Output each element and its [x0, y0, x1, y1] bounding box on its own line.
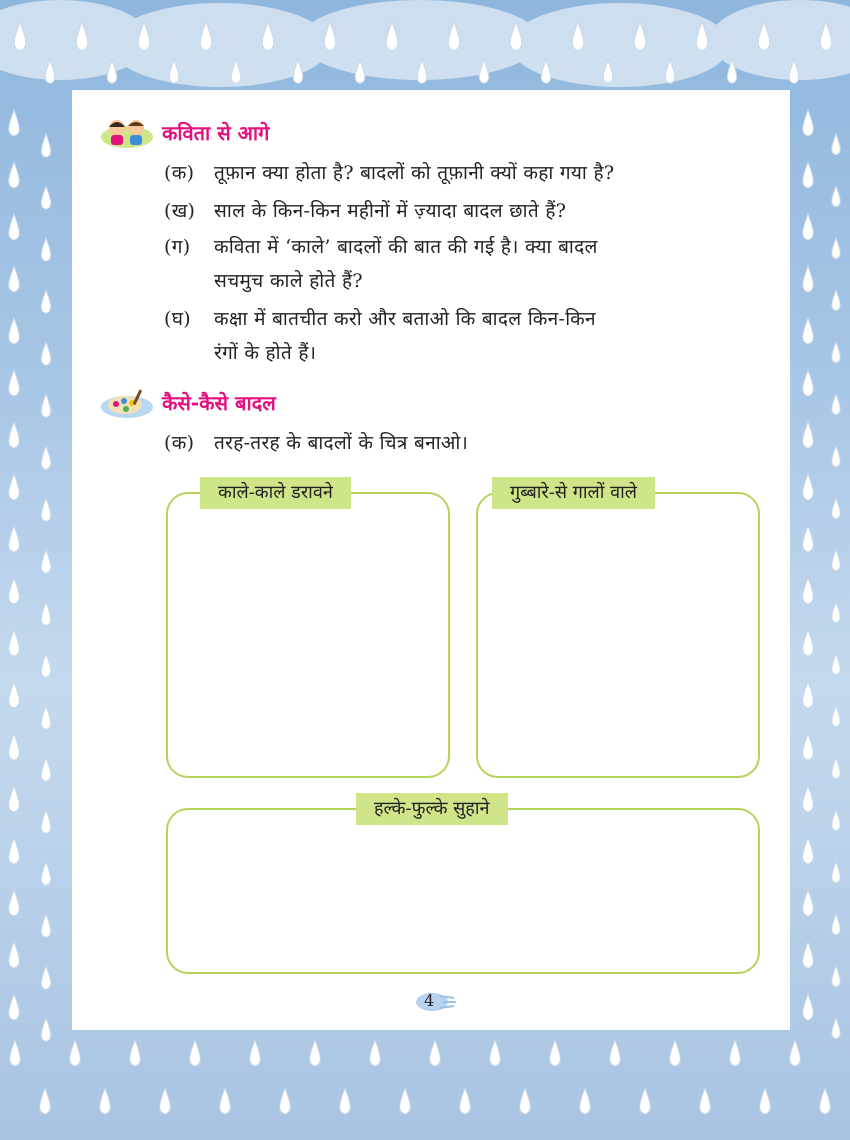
raindrop — [803, 630, 814, 656]
raindrop — [803, 838, 814, 864]
raindrop — [832, 446, 840, 467]
raindrop — [832, 810, 840, 831]
raindrop — [9, 838, 20, 864]
raindrop — [41, 290, 50, 313]
raindrop — [832, 966, 840, 987]
question-draw-clouds: (क) तरह-तरह के बादलों के चित्र बनाओ। — [164, 432, 469, 454]
raindrop — [832, 706, 840, 727]
children-icon — [100, 115, 154, 149]
raindrop — [832, 186, 840, 207]
raindrop — [460, 1088, 471, 1114]
raindrop — [41, 186, 50, 209]
raindrop — [9, 318, 20, 344]
raindrop — [9, 474, 20, 500]
raindrop — [803, 942, 814, 968]
raindrop — [40, 1088, 51, 1114]
raindrop — [41, 342, 50, 365]
raindrop — [41, 498, 50, 521]
raindrop — [832, 342, 840, 363]
raindrop — [10, 1040, 21, 1066]
raindrop — [9, 942, 20, 968]
raindrop — [9, 890, 20, 916]
raindrop — [832, 654, 840, 675]
raindrop — [803, 110, 814, 136]
raindrop — [100, 1088, 111, 1114]
raindrop — [550, 1040, 561, 1066]
raindrop — [832, 238, 840, 259]
page-number: 4 — [410, 990, 456, 1014]
question-kha: (ख) साल के किन-किन महीनों में ज़्यादा बादल छाते हैं? — [164, 200, 567, 222]
raindrop — [832, 602, 840, 623]
raindrop — [70, 1040, 81, 1066]
raindrop — [41, 550, 50, 573]
raindrop — [803, 526, 814, 552]
raindrop — [803, 370, 814, 396]
drawing-box-balloon-cheeks[interactable] — [476, 492, 760, 778]
section-kaise-kaise-badal — [100, 382, 276, 422]
raindrop — [41, 706, 50, 729]
section-title: कविता से आगे — [162, 120, 270, 145]
raindrop — [832, 134, 840, 155]
raindrop — [803, 734, 814, 760]
raindrop — [9, 422, 20, 448]
worksheet-page — [72, 90, 790, 1030]
raindrop — [803, 162, 814, 188]
raindrop — [803, 214, 814, 240]
raindrop — [41, 810, 50, 833]
paint-palette-icon — [100, 385, 154, 419]
drawing-box-dark-scary[interactable] — [166, 492, 450, 778]
raindrop — [610, 1040, 621, 1066]
raindrop — [580, 1088, 591, 1114]
question-gha: (घ) कक्षा में बातचीत करो और बताओ कि बादल किन-किन रंगों के होते हैं। — [164, 308, 596, 364]
raindrop — [803, 422, 814, 448]
raindrop — [9, 214, 20, 240]
raindrop — [803, 318, 814, 344]
raindrop — [790, 1040, 801, 1066]
raindrop — [832, 550, 840, 571]
raindrop — [832, 758, 840, 779]
raindrop — [41, 1018, 50, 1041]
raindrop — [41, 238, 50, 261]
raindrop — [130, 1040, 141, 1066]
raindrop — [832, 498, 840, 519]
raindrop — [280, 1088, 291, 1114]
raindrop — [730, 1040, 741, 1066]
raindrop — [9, 110, 20, 136]
raindrop — [9, 162, 20, 188]
raindrop — [760, 1088, 771, 1114]
drawing-box-light-pleasant[interactable] — [166, 808, 760, 974]
raindrop — [220, 1088, 231, 1114]
raindrop — [250, 1040, 261, 1066]
raindrop — [430, 1040, 441, 1066]
raindrop — [803, 578, 814, 604]
raindrop — [190, 1040, 201, 1066]
raindrop — [41, 394, 50, 417]
raindrop — [803, 786, 814, 812]
raindrop — [803, 266, 814, 292]
raindrop — [832, 1018, 840, 1039]
raindrop — [41, 134, 50, 157]
raindrop — [9, 786, 20, 812]
raindrop — [803, 994, 814, 1020]
raindrop — [41, 966, 50, 989]
raindrop — [400, 1088, 411, 1114]
raindrop — [370, 1040, 381, 1066]
box-label: काले-काले डरावने — [200, 477, 351, 509]
raindrop — [310, 1040, 321, 1066]
raindrop — [41, 914, 50, 937]
raindrop — [820, 1088, 831, 1114]
question-ga: (ग) कविता में ‘काले’ बादलों की बात की गई है। क्या बादल सचमुच काले होते हैं? — [164, 236, 598, 292]
section-title: कैसे-कैसे बादल — [162, 390, 276, 415]
raindrop — [160, 1088, 171, 1114]
raindrop — [9, 630, 20, 656]
raindrop — [832, 914, 840, 935]
raindrop — [9, 994, 20, 1020]
box-label: हल्के-फुल्के सुहाने — [356, 793, 508, 825]
raindrop — [832, 862, 840, 883]
raindrop — [520, 1088, 531, 1114]
raindrop — [9, 578, 20, 604]
raindrop — [41, 758, 50, 781]
raindrop — [700, 1088, 711, 1114]
raindrop — [803, 890, 814, 916]
raindrop — [670, 1040, 681, 1066]
raindrop — [41, 602, 50, 625]
raindrop — [41, 446, 50, 469]
raindrop — [41, 862, 50, 885]
raindrop — [9, 682, 20, 708]
raindrop — [803, 682, 814, 708]
raindrop — [9, 370, 20, 396]
raindrop — [9, 734, 20, 760]
raindrop — [9, 526, 20, 552]
raindrop — [832, 394, 840, 415]
section-kavita-se-aage — [100, 112, 269, 152]
raindrop — [41, 654, 50, 677]
raindrop — [640, 1088, 651, 1114]
raindrop — [803, 474, 814, 500]
raindrop — [490, 1040, 501, 1066]
raindrop — [340, 1088, 351, 1114]
raindrop — [9, 266, 20, 292]
box-label: गुब्बारे-से गालों वाले — [492, 477, 655, 509]
raindrop — [832, 290, 840, 311]
question-ka: (क) तूफ़ान क्या होता है? बादलों को तूफ़ानी क्यों कहा गया है? — [164, 162, 615, 184]
